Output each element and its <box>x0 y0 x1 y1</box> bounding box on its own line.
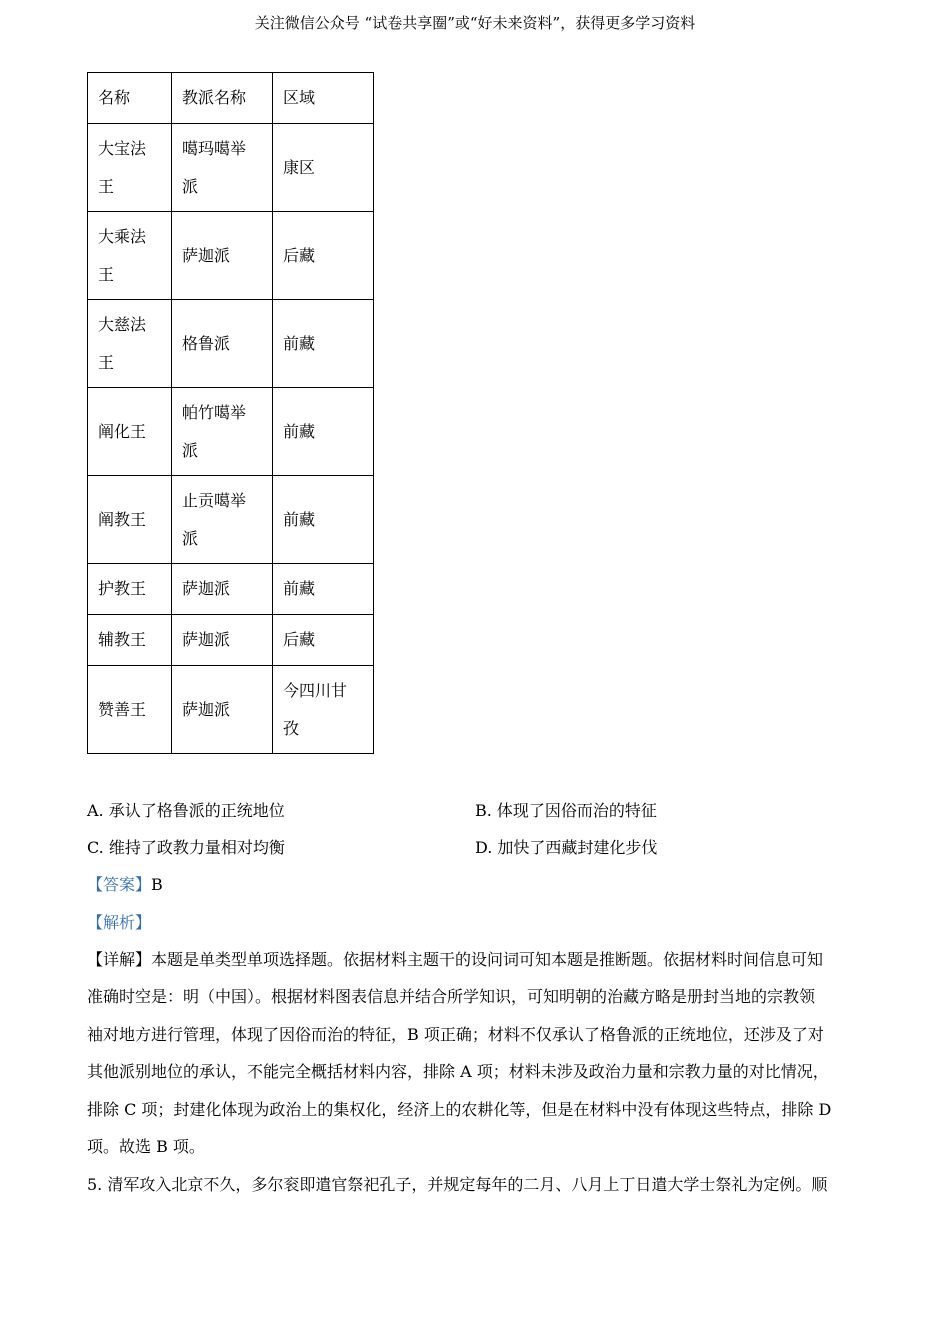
page-header: 关注微信公众号 “试卷共享圈”或“好未来资料”，获得更多学习资料 <box>254 14 696 32</box>
table-row <box>88 388 374 476</box>
table-row <box>88 212 374 300</box>
detail-line <box>87 947 823 970</box>
cell-name: 赞善王 <box>88 666 172 754</box>
detail-line: 其他派别地位的承认，不能完全概括材料内容，排除 A 项；材料未涉及政治力量和宗教力量的对比情况， <box>87 1062 829 1081</box>
cell-region: 后藏 <box>273 615 374 666</box>
cell-sect: 格鲁派 <box>172 300 273 388</box>
option-c: C. 维持了政教力量相对均衡 <box>87 838 285 857</box>
header-cell-region: 区域 <box>273 73 374 124</box>
cell-sect: 萨迦派 <box>172 666 273 754</box>
cell-name: 阐化王 <box>88 388 172 476</box>
cell-region: 前藏 <box>273 564 374 615</box>
table-row <box>88 564 374 615</box>
answer-line <box>87 872 163 895</box>
kings-table <box>87 72 374 754</box>
cell-region: 前藏 <box>273 388 374 476</box>
cell-region: 今四川甘 孜 <box>273 666 374 754</box>
cell-sect: 萨迦派 <box>172 212 273 300</box>
cell-region: 前藏 <box>273 300 374 388</box>
header-cell-sect: 教派名称 <box>172 73 273 124</box>
cell-name: 大慈法 王 <box>88 300 172 388</box>
cell-region: 康区 <box>273 124 374 212</box>
detail-line: 袖对地方进行管理，体现了因俗而治的特征，B 项正确；材料不仅承认了格鲁派的正统地位，还涉及了对 <box>87 1025 824 1044</box>
option-b: B. 体现了因俗而治的特征 <box>475 801 657 820</box>
detail-line: 项。故选 B 项。 <box>87 1137 205 1156</box>
cell-sect: 帕竹噶举 派 <box>172 388 273 476</box>
cell-region: 后藏 <box>273 212 374 300</box>
cell-name: 护教王 <box>88 564 172 615</box>
option-d: D. 加快了西藏封建化步伐 <box>475 838 658 857</box>
detail-label: 【详解】 <box>87 950 152 969</box>
cell-sect: 萨迦派 <box>172 564 273 615</box>
table-header-row <box>88 73 374 124</box>
header-cell-name: 名称 <box>88 73 172 124</box>
option-a: A. 承认了格鲁派的正统地位 <box>87 801 285 820</box>
table-row <box>88 615 374 666</box>
detail-line: 排除 C 项；封建化体现为政治上的集权化，经济上的农耕化等，但是在材料中没有体现这些特点，排除 D <box>87 1100 832 1119</box>
answer-value: B <box>151 875 163 894</box>
analysis-label: 【解析】 <box>87 913 152 932</box>
cell-name: 辅教王 <box>88 615 172 666</box>
cell-name: 大宝法 王 <box>88 124 172 212</box>
cell-name: 阐教王 <box>88 476 172 564</box>
cell-region: 前藏 <box>273 476 374 564</box>
answer-label: 【答案】 <box>87 875 152 894</box>
cell-sect: 止贡噶举 派 <box>172 476 273 564</box>
table-row <box>88 666 374 754</box>
table-row <box>88 476 374 564</box>
table-row <box>88 300 374 388</box>
cell-sect: 萨迦派 <box>172 615 273 666</box>
detail-text: 本题是单类型单项选择题。依据材料主题干的设问词可知本题是推断题。依据材料时间信息可知 <box>151 950 824 969</box>
cell-name: 大乘法 王 <box>88 212 172 300</box>
detail-line: 准确时空是：明（中国）。根据材料图表信息并结合所学知识，可知明朝的治藏方略是册封当地的宗教领 <box>87 987 816 1006</box>
question-5: 5. 清军攻入北京不久，多尔衮即遣官祭祀孔子，并规定每年的二月、八月上丁日遣大学士祭礼为定例。顺 <box>87 1175 828 1194</box>
table-row <box>88 124 374 212</box>
cell-sect: 噶玛噶举 派 <box>172 124 273 212</box>
